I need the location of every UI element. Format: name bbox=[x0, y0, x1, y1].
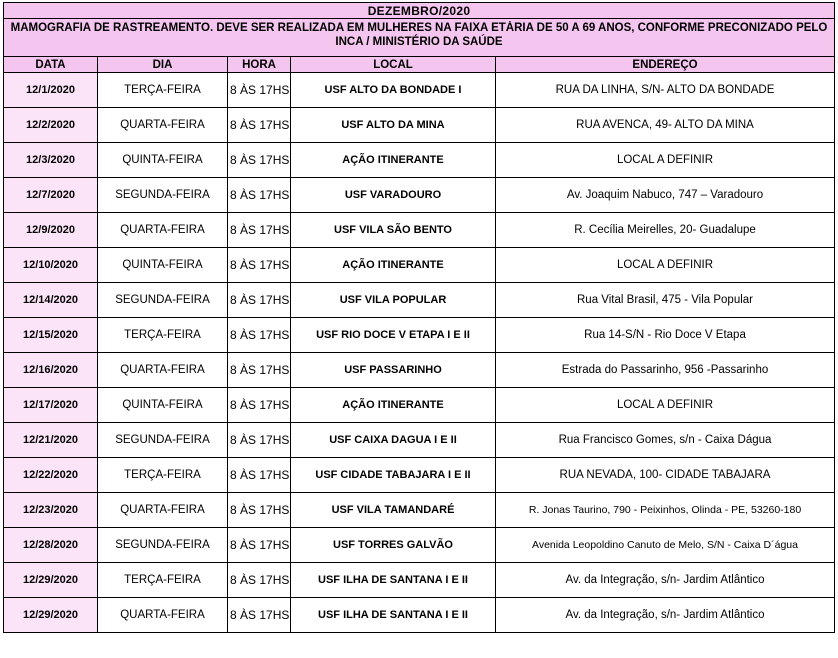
table-row bbox=[4, 458, 835, 493]
cell-date: 12/28/2020 bbox=[4, 528, 98, 563]
table-row bbox=[4, 73, 835, 108]
cell-day: TERÇA-FEIRA bbox=[98, 563, 228, 598]
table-row bbox=[4, 283, 835, 318]
cell-address: Av. da Integração, s/n- Jardim Atlântico bbox=[496, 598, 835, 633]
table-row bbox=[4, 493, 835, 528]
cell-place: USF VILA SÃO BENTO bbox=[291, 213, 496, 248]
cell-hour: 8 ÀS 17HS bbox=[228, 353, 291, 388]
cell-date: 12/15/2020 bbox=[4, 318, 98, 353]
table-row bbox=[4, 563, 835, 598]
cell-address: Avenida Leopoldino Canuto de Melo, S/N - Caixa D´água bbox=[496, 528, 835, 563]
cell-date: 12/1/2020 bbox=[4, 73, 98, 108]
cell-hour: 8 ÀS 17HS bbox=[228, 563, 291, 598]
table-row bbox=[4, 528, 835, 563]
cell-day: TERÇA-FEIRA bbox=[98, 458, 228, 493]
cell-day: SEGUNDA-FEIRA bbox=[98, 528, 228, 563]
column-header-date: DATA bbox=[4, 57, 98, 73]
column-header-day: DIA bbox=[98, 57, 228, 73]
cell-hour: 8 ÀS 17HS bbox=[228, 213, 291, 248]
cell-address: RUA NEVADA, 100- CIDADE TABAJARA bbox=[496, 458, 835, 493]
table-description bbox=[4, 19, 835, 57]
cell-place: USF ALTO DA MINA bbox=[291, 108, 496, 143]
schedule-sheet bbox=[3, 2, 834, 633]
cell-date: 12/17/2020 bbox=[4, 388, 98, 423]
cell-place: AÇÃO ITINERANTE bbox=[291, 388, 496, 423]
cell-date: 12/7/2020 bbox=[4, 178, 98, 213]
table-row bbox=[4, 143, 835, 178]
cell-day: QUARTA-FEIRA bbox=[98, 598, 228, 633]
cell-place: USF ALTO DA BONDADE I bbox=[291, 73, 496, 108]
cell-address: RUA DA LINHA, S/N- ALTO DA BONDADE bbox=[496, 73, 835, 108]
cell-place: USF VARADOURO bbox=[291, 178, 496, 213]
cell-hour: 8 ÀS 17HS bbox=[228, 108, 291, 143]
cell-date: 12/16/2020 bbox=[4, 353, 98, 388]
cell-day: SEGUNDA-FEIRA bbox=[98, 283, 228, 318]
cell-place: USF ILHA DE SANTANA I E II bbox=[291, 563, 496, 598]
cell-address: R. Cecília Meirelles, 20- Guadalupe bbox=[496, 213, 835, 248]
cell-place: USF CIDADE TABAJARA I E II bbox=[291, 458, 496, 493]
cell-day: SEGUNDA-FEIRA bbox=[98, 423, 228, 458]
cell-place: USF RIO DOCE V ETAPA I E II bbox=[291, 318, 496, 353]
cell-hour: 8 ÀS 17HS bbox=[228, 458, 291, 493]
cell-day: SEGUNDA-FEIRA bbox=[98, 178, 228, 213]
cell-place: USF VILA TAMANDARÉ bbox=[291, 493, 496, 528]
cell-hour: 8 ÀS 17HS bbox=[228, 73, 291, 108]
cell-date: 12/29/2020 bbox=[4, 563, 98, 598]
column-header-hour: HORA bbox=[228, 57, 291, 73]
table-description-text: MAMOGRAFIA DE RASTREAMENTO. DEVE SER REALIZADA EM MULHERES NA FAIXA ETÁRIA DE 50 A 69 ANOS, CONFORME PRECONIZADO PELO INCA / MINISTÉRIO DA SAÚDE bbox=[10, 22, 828, 48]
cell-address: LOCAL A DEFINIR bbox=[496, 388, 835, 423]
cell-address: Rua 14-S/N - Rio Doce V Etapa bbox=[496, 318, 835, 353]
table-row bbox=[4, 178, 835, 213]
cell-hour: 8 ÀS 17HS bbox=[228, 423, 291, 458]
table-row bbox=[4, 318, 835, 353]
cell-date: 12/2/2020 bbox=[4, 108, 98, 143]
cell-hour: 8 ÀS 17HS bbox=[228, 598, 291, 633]
cell-place: USF ILHA DE SANTANA I E II bbox=[291, 598, 496, 633]
cell-place: USF PASSARINHO bbox=[291, 353, 496, 388]
cell-hour: 8 ÀS 17HS bbox=[228, 283, 291, 318]
cell-day: QUARTA-FEIRA bbox=[98, 213, 228, 248]
table-row bbox=[4, 423, 835, 458]
table-row bbox=[4, 388, 835, 423]
cell-hour: 8 ÀS 17HS bbox=[228, 388, 291, 423]
cell-place: USF CAIXA DAGUA I E II bbox=[291, 423, 496, 458]
cell-hour: 8 ÀS 17HS bbox=[228, 143, 291, 178]
title-row bbox=[4, 3, 835, 19]
cell-address: RUA AVENCA, 49- ALTO DA MINA bbox=[496, 108, 835, 143]
table-row bbox=[4, 353, 835, 388]
cell-place: USF VILA POPULAR bbox=[291, 283, 496, 318]
cell-address: Av. da Integração, s/n- Jardim Atlântico bbox=[496, 563, 835, 598]
cell-hour: 8 ÀS 17HS bbox=[228, 178, 291, 213]
cell-place: AÇÃO ITINERANTE bbox=[291, 248, 496, 283]
cell-date: 12/14/2020 bbox=[4, 283, 98, 318]
cell-address: R. Jonas Taurino, 790 - Peixinhos, Olinda - PE, 53260-180 bbox=[496, 493, 835, 528]
table-row bbox=[4, 248, 835, 283]
cell-date: 12/22/2020 bbox=[4, 458, 98, 493]
cell-address: Estrada do Passarinho, 956 -Passarinho bbox=[496, 353, 835, 388]
cell-hour: 8 ÀS 17HS bbox=[228, 318, 291, 353]
cell-date: 12/21/2020 bbox=[4, 423, 98, 458]
description-row bbox=[4, 19, 835, 57]
table-row bbox=[4, 598, 835, 633]
column-header-row bbox=[4, 57, 835, 73]
cell-day: QUARTA-FEIRA bbox=[98, 353, 228, 388]
schedule-table bbox=[3, 2, 835, 633]
cell-place: AÇÃO ITINERANTE bbox=[291, 143, 496, 178]
cell-day: TERÇA-FEIRA bbox=[98, 73, 228, 108]
cell-address: LOCAL A DEFINIR bbox=[496, 248, 835, 283]
column-header-place: LOCAL bbox=[291, 57, 496, 73]
table-title: DEZEMBRO/2020 bbox=[4, 3, 835, 19]
cell-address: LOCAL A DEFINIR bbox=[496, 143, 835, 178]
cell-date: 12/23/2020 bbox=[4, 493, 98, 528]
cell-date: 12/3/2020 bbox=[4, 143, 98, 178]
cell-day: QUINTA-FEIRA bbox=[98, 248, 228, 283]
cell-date: 12/9/2020 bbox=[4, 213, 98, 248]
cell-hour: 8 ÀS 17HS bbox=[228, 493, 291, 528]
table-row bbox=[4, 213, 835, 248]
cell-day: QUINTA-FEIRA bbox=[98, 143, 228, 178]
cell-address: Av. Joaquim Nabuco, 747 – Varadouro bbox=[496, 178, 835, 213]
cell-day: QUINTA-FEIRA bbox=[98, 388, 228, 423]
cell-date: 12/10/2020 bbox=[4, 248, 98, 283]
table-row bbox=[4, 108, 835, 143]
cell-day: QUARTA-FEIRA bbox=[98, 493, 228, 528]
column-header-address: ENDEREÇO bbox=[496, 57, 835, 73]
cell-address: Rua Vital Brasil, 475 - Vila Popular bbox=[496, 283, 835, 318]
cell-day: TERÇA-FEIRA bbox=[98, 318, 228, 353]
cell-address: Rua Francisco Gomes, s/n - Caixa Dágua bbox=[496, 423, 835, 458]
cell-place: USF TORRES GALVÃO bbox=[291, 528, 496, 563]
cell-day: QUARTA-FEIRA bbox=[98, 108, 228, 143]
cell-hour: 8 ÀS 17HS bbox=[228, 528, 291, 563]
cell-hour: 8 ÀS 17HS bbox=[228, 248, 291, 283]
cell-date: 12/29/2020 bbox=[4, 598, 98, 633]
